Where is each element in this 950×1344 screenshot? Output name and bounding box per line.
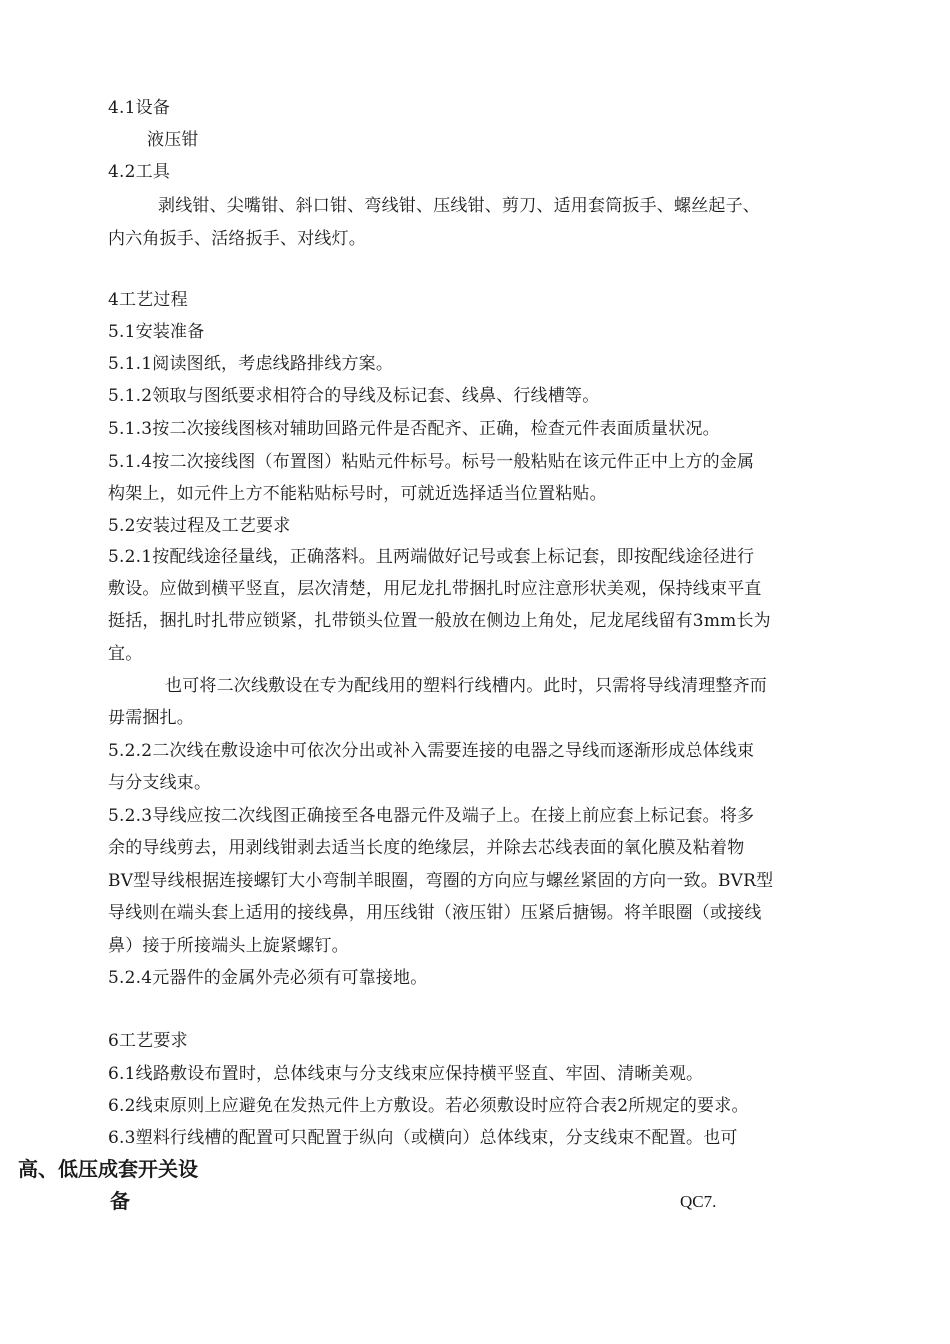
para-5-2-1-line-2: 敷设。应做到横平竖直，层次清楚，用尼龙扎带捆扎时应注意形状美观，保持线束平直 xyxy=(108,579,762,599)
para-6-1: 6.1线路敷设布置时，总体线束与分支线束应保持横平竖直、牢固、清晰美观。 xyxy=(108,1064,704,1084)
para-5-2-1-line-3: 挺括，捆扎时扎带应锁紧，扎带锁头位置一般放在侧边上角处，尼龙尾线留有3mm长为 xyxy=(108,611,771,631)
footer-title-line-2: 备 xyxy=(110,1189,130,1213)
equipment-item: 液压钳 xyxy=(147,130,199,150)
para-5-2-1-line-4: 宜。 xyxy=(108,644,143,664)
para-5-2-2-line-1: 5.2.2二次线在敷设途中可依次分出或补入需要连接的电器之导线而逐渐形成总体线束 xyxy=(108,741,755,761)
para-5-2-3-line-3: BV型导线根据连接螺钉大小弯制羊眼圈，弯圈的方向应与螺丝紧固的方向一致。BVR型 xyxy=(108,871,774,891)
section-5-1-heading: 5.1安装准备 xyxy=(108,322,205,342)
para-5-2-3-line-2: 余的导线剪去，用剥线钳剥去适当长度的绝缘层，并除去芯线表面的氧化膜及粘着物 xyxy=(108,838,745,858)
section-4-1-heading: 4.1设备 xyxy=(108,98,171,118)
para-alt-line-2: 毋需捆扎。 xyxy=(108,708,194,728)
para-alt-line-1: 也可将二次线敷设在专为配线用的塑料行线槽内。此时，只需将导线清理整齐而 xyxy=(165,676,767,696)
para-5-2-4: 5.2.4元器件的金属外壳必须有可靠接地。 xyxy=(108,968,428,988)
para-5-1-4-line-2: 构架上，如元件上方不能粘贴标号时，可就近选择适当位置粘贴。 xyxy=(108,484,607,504)
para-5-2-3-line-1: 5.2.3导线应按二次线图正确接至各电器元件及端子上。在接上前应套上标记套。将多 xyxy=(108,806,755,826)
section-4-2-heading: 4.2工具 xyxy=(108,162,171,182)
tools-line-1: 剥线钳、尖嘴钳、斜口钳、弯线钳、压线钳、剪刀、适用套筒扳手、螺丝起子、 xyxy=(158,196,760,216)
para-5-1-4-line-1: 5.1.4按二次接线图（布置图）粘贴元件标号。标号一般粘贴在该元件正中上方的金属 xyxy=(108,452,755,472)
para-5-2-1-line-1: 5.2.1按配线途径量线，正确落料。且两端做好记号或套上标记套，即按配线途径进行 xyxy=(108,547,755,567)
para-5-1-3: 5.1.3按二次接线图核对辅助回路元件是否配齐、正确，检查元件表面质量状况。 xyxy=(108,419,720,439)
footer-doc-code: QC7. xyxy=(680,1192,717,1211)
section-6-heading: 6工艺要求 xyxy=(108,1031,188,1051)
para-6-2: 6.2线束原则上应避免在发热元件上方敷设。若必须敷设时应符合表2所规定的要求。 xyxy=(108,1096,749,1116)
footer-title-line-1: 高、低压成套开关设 xyxy=(18,1157,198,1181)
para-5-2-3-line-5: 鼻）接于所接端头上旋紧螺钉。 xyxy=(108,936,349,956)
para-5-2-3-line-4: 导线则在端头套上适用的接线鼻，用压线钳（液压钳）压紧后搪锡。将羊眼圈（或接线 xyxy=(108,903,762,923)
para-5-1-1: 5.1.1阅读图纸，考虑线路排线方案。 xyxy=(108,354,394,374)
para-5-1-2: 5.1.2领取与图纸要求相符合的导线及标记套、线鼻、行线槽等。 xyxy=(108,386,600,406)
tools-line-2: 内六角扳手、活络扳手、对线灯。 xyxy=(108,229,366,249)
section-5-2-heading: 5.2安装过程及工艺要求 xyxy=(108,516,291,536)
section-4-heading: 4工艺过程 xyxy=(108,290,188,310)
para-6-3: 6.3塑料行线槽的配置可只配置于纵向（或横向）总体线束，分支线束不配置。也可 xyxy=(108,1128,738,1148)
para-5-2-2-line-2: 与分支线束。 xyxy=(108,773,212,793)
